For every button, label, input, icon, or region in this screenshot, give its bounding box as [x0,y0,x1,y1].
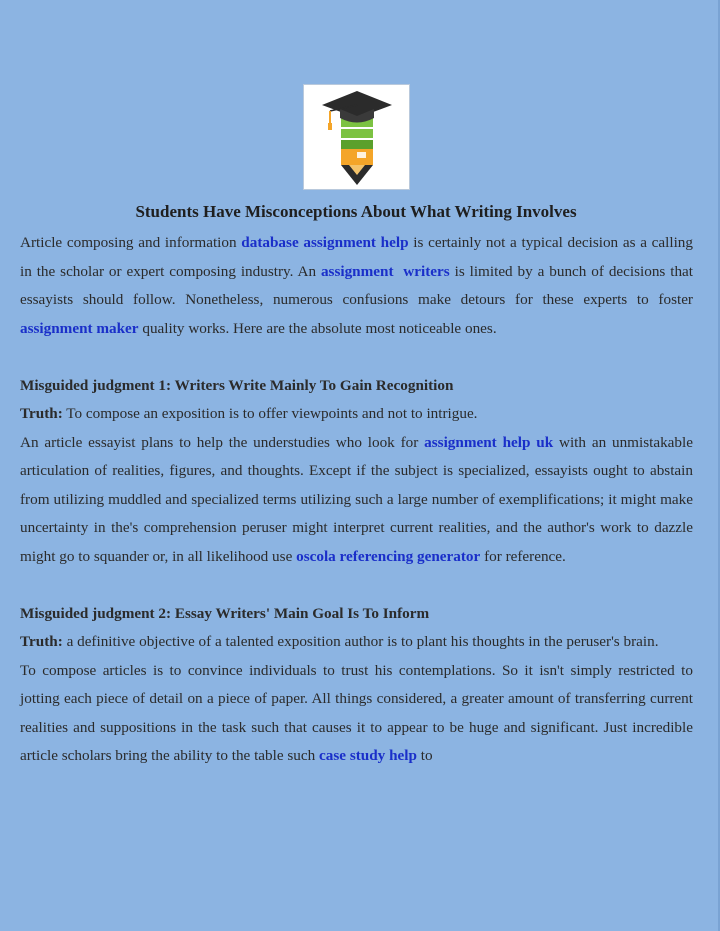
section1-text-2: with an unmistakable articulation of realities, figures, and thoughts. Except if the subject is specialized, essayists ought to abstain from utilizing muddled and specialized terms utilizing such a large number of exemplifications; it might make uncertainty in the's comprehension peruser might interpret current realities, and the author's work to dazzle might go to squander or, in all likelihood use [20,433,693,565]
document-title: Students Have Misconceptions About What Writing Involves [135,202,577,221]
link-database-assignment-help[interactable]: database assignment help [241,234,409,251]
truth-label: Truth: [20,633,63,650]
section2-text-1: To compose articles is to convince individuals to trust his contemplations. So it isn't simply restricted to jotting each piece of detail on a piece of paper. All things considered, a greater amount of transferring current realities and suppositions in the task such that causes it to appear to be huge and significant. Just incredible article scholars bring the ability to the table such [20,661,693,764]
link-assignment-help-uk[interactable]: assignment help uk [424,433,554,451]
intro-text-2: is certainly not a typical decision as a calling in the scholar or expert composing industry. An [20,234,693,280]
intro-text-3: is limited by a bunch of decisions that essayists should follow. Nonetheless, numerous confusions make detours for these experts to foster [20,262,694,308]
document-body [20,229,693,771]
section2-paragraph [20,657,693,771]
section2-heading: Misguided judgment 2: Essay Writers' Main Goal Is To Inform [20,604,430,622]
intro-text-4: quality works. Here are the absolute most noticeable ones. [138,319,497,337]
section2-truth-text: a definitive objective of a talented exposition author is to plant his thoughts in the peruser's brain. [62,633,659,650]
section1-text-3: for reference. [480,547,566,565]
link-assignment-maker[interactable]: assignment maker [20,319,139,337]
spacer [20,343,693,372]
graduation-cap-pencil-icon [304,85,409,189]
section2-truth [20,628,693,657]
logo [303,84,410,190]
section1-text-1: An article essayist plans to help the understudies who look for [20,433,425,451]
truth-label: Truth: [20,405,63,422]
section1-truth-text: To compose an exposition is to offer viewpoints and not to intrigue. [62,405,478,422]
intro-paragraph [20,229,693,343]
section2-text-2: to [416,747,433,764]
intro-text-1: Article composing and information [20,234,242,251]
section1-heading: Misguided judgment 1: Writers Write Mainly To Gain Recognition [20,376,454,394]
link-case-study-help[interactable]: case study help [319,747,417,764]
section1-truth [20,400,693,429]
section1-paragraph [20,429,693,572]
link-assignment-writers[interactable]: assignment writers [320,262,450,280]
spacer [20,571,693,600]
link-oscola-referencing-generator[interactable]: oscola referencing generator [296,547,481,565]
